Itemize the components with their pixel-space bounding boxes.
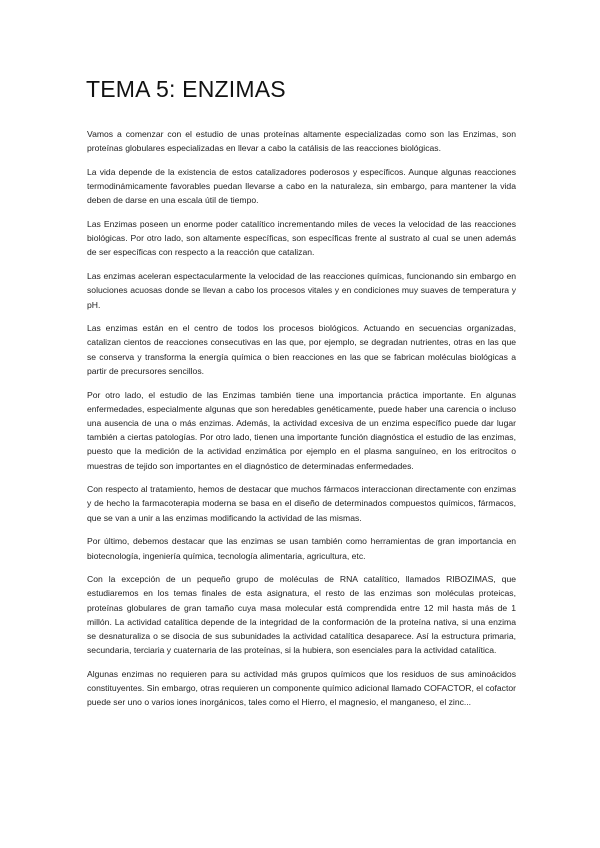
paragraph-3: Las Enzimas poseen un enorme poder catalítico incrementando miles de veces la velocidad de las reacciones biológicas. Por otro lado, son altamente específicas, son específicas frente al sustrato al cual se unen además de ser específicas con respecto a la reacción que catalizan.	[87, 219, 516, 258]
paragraph-5: Las enzimas están en el centro de todos los procesos biológicos. Actuando en secuencias organizadas, catalizan cientos de reacciones consecutivas en las que, por ejemplo, se degradan nutrientes, otras en las que se conserva y transforma la energía química o bien reacciones en las que se fabrican moléculas biológicas a partir de precursores sencillos.	[87, 323, 516, 376]
paragraph-9: Con la excepción de un pequeño grupo de moléculas de RNA catalítico, llamados RIBOZIMAS, que estudiaremos en los temas finales de esta asignatura, el resto de las enzimas son moléculas proteicas, proteínas globulares de gran tamaño cuya masa molecular está comprendida entre 12 mil hasta más de 1 millón. La actividad catalítica depende de la integridad de la conformación de la proteína nativa, si una enzima se desnaturaliza o se disocia de sus subunidades la actividad catalítica desaparece. Así la estructura primaria, secundaria, terciaria y cuaternaria de las proteínas, si la hubiera, son esenciales para la actividad catalítica.	[87, 574, 516, 656]
paragraph-4: Las enzimas aceleran espectacularmente la velocidad de las reacciones químicas, funcionando sin embargo en soluciones acuosas donde se llevan a cabo los procesos vitales y en condiciones muy suaves de temperatura y pH.	[87, 271, 516, 310]
paragraph-1: Vamos a comenzar con el estudio de unas proteínas altamente especializadas como son las Enzimas, son proteínas globulares especializadas en llevar a cabo la catálisis de las reacciones biológicas.	[87, 129, 516, 154]
paragraph-2: La vida depende de la existencia de estos catalizadores poderosos y específicos. Aunque algunas reacciones termodinámicamente favorables puedan llevarse a cabo en la naturaleza, sin embargo, para mantener la vida deben de darse en una escala útil de tiempo.	[87, 166, 516, 206]
paragraph-10: Algunas enzimas no requieren para su actividad más grupos químicos que los residuos de sus aminoácidos constituyentes. Sin embargo, otras requieren un componente químico adicional llamado COFACTOR, el cofactor puede ser uno o varios iones inorgánicos, tales como el Hierro, el magnesio, el manganeso, el zinc...	[87, 669, 516, 708]
page-title: TEMA 5: ENZIMAS	[86, 76, 286, 102]
body-text	[87, 127, 516, 719]
paragraph-6: Por otro lado, el estudio de las Enzimas también tiene una importancia práctica importante. En algunas enfermedades, especialmente algunas que son heredables genéticamente, puede haber una carencia o incluso una ausencia de una o más enzimas. Además, la actividad excesiva de un enzima específico puede dar lugar también a ciertas patologías. Por otro lado, tienen una importante función diagnóstica el estudio de las enzimas, puesto que la medición de la actividad enzimática por ejemplo en el plasma sanguíneo, en los eritrocitos o muestras de tejido son importantes en el diagnóstico de determinadas enfermedades.	[87, 389, 516, 471]
paragraph-8: Por último, debemos destacar que las enzimas se usan también como herramientas de gran importancia en biotecnología, ingeniería química, tecnología alimentaria, agricultura, etc.	[87, 536, 516, 561]
paragraph-7: Con respecto al tratamiento, hemos de destacar que muchos fármacos interaccionan directamente con enzimas y de hecho la farmacoterapia moderna se basa en el diseño de determinados compuestos químicos, fármacos, que se van a unir a las enzimas modificando la actividad de las mismas.	[87, 484, 516, 523]
